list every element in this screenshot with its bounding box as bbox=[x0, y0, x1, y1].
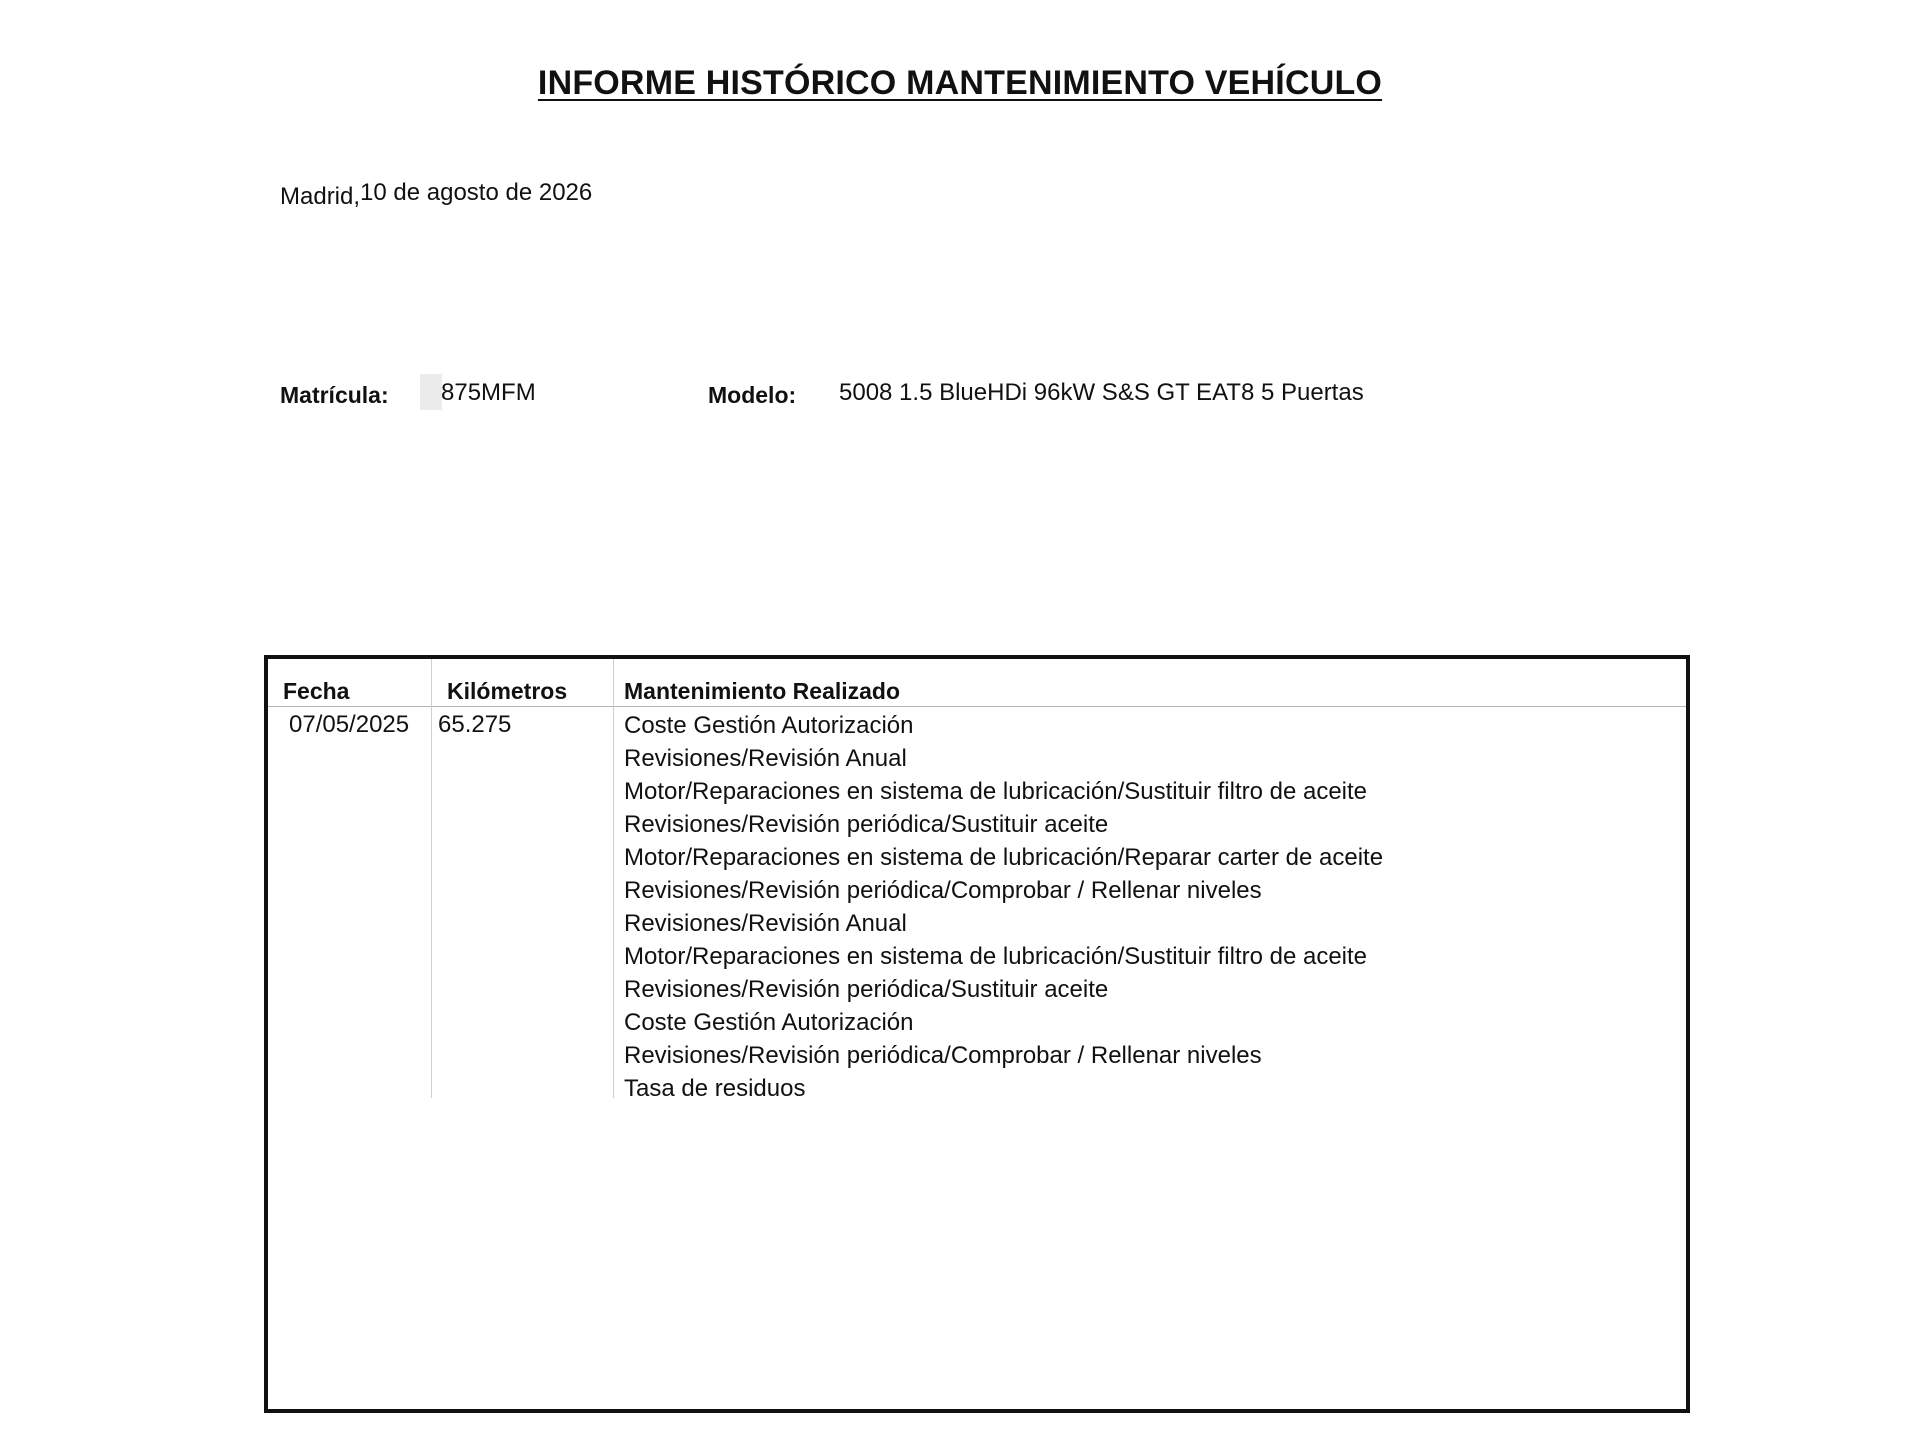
plate-value: 875MFM bbox=[441, 379, 536, 406]
maintenance-item: Tasa de residuos bbox=[624, 1075, 806, 1102]
maintenance-item: Motor/Reparaciones en sistema de lubricación/Sustituir filtro de aceite bbox=[624, 943, 1368, 970]
maintenance-item: Motor/Reparaciones en sistema de lubricación/Sustituir filtro de aceite bbox=[624, 778, 1368, 805]
maintenance-table bbox=[264, 655, 1690, 1413]
redaction-mark bbox=[420, 374, 442, 410]
column-divider-km bbox=[613, 659, 614, 1098]
row-km: 65.275 bbox=[438, 711, 512, 738]
header-km: Kilómetros bbox=[447, 678, 568, 704]
maintenance-item: Revisiones/Revisión Anual bbox=[624, 745, 907, 772]
report-title: INFORME HISTÓRICO MANTENIMIENTO VEHÍCULO bbox=[537, 64, 1383, 102]
maintenance-item: Revisiones/Revisión periódica/Sustituir aceite bbox=[624, 811, 1109, 838]
maintenance-item: Coste Gestión Autorización bbox=[624, 712, 914, 739]
place-text: Madrid, bbox=[280, 183, 361, 210]
maintenance-item: Motor/Reparaciones en sistema de lubricación/Reparar carter de aceite bbox=[624, 844, 1384, 871]
report-date: 10 de agosto de 2026 bbox=[360, 179, 593, 206]
place-date-line bbox=[280, 180, 592, 208]
model-value: 5008 1.5 BlueHDi 96kW S&S GT EAT8 5 Puertas bbox=[839, 379, 1364, 406]
column-divider-date bbox=[431, 659, 432, 1098]
maintenance-item: Revisiones/Revisión Anual bbox=[624, 910, 907, 937]
maintenance-item: Revisiones/Revisión periódica/Sustituir aceite bbox=[624, 976, 1109, 1003]
maintenance-item: Coste Gestión Autorización bbox=[624, 1009, 914, 1036]
model-label: Modelo: bbox=[708, 382, 797, 408]
plate-label: Matrícula: bbox=[280, 382, 389, 408]
maintenance-item: Revisiones/Revisión periódica/Comprobar / Rellenar niveles bbox=[624, 1042, 1262, 1069]
maintenance-list bbox=[624, 709, 1383, 1105]
header-maintenance: Mantenimiento Realizado bbox=[624, 678, 901, 704]
header-divider bbox=[268, 706, 1686, 707]
row-date: 07/05/2025 bbox=[289, 711, 410, 738]
header-date: Fecha bbox=[283, 678, 350, 704]
maintenance-item: Revisiones/Revisión periódica/Comprobar / Rellenar niveles bbox=[624, 877, 1262, 904]
